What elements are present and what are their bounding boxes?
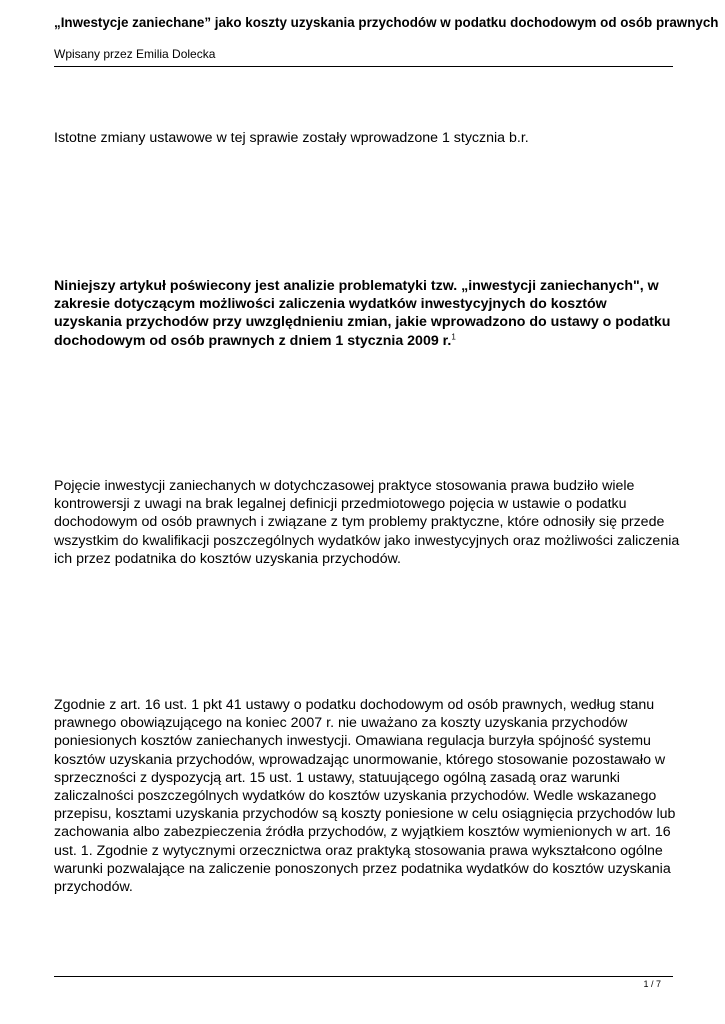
paragraph-intro: Istotne zmiany ustawowe w tej sprawie zostały wprowadzone 1 stycznia b.r. [54,130,529,146]
paragraph-lead-text: Niniejszy artykuł poświecony jest analizie problematyki tzw. „inwestycji zaniechanych", w zakresie dotyczącym możliwości zaliczenia wydatków inwestycyjnych do kosztów uzyskania przychodów przy uwzględnieniu zmian, jakie wprowadzono do ustawy o podatku dochodowym od osób prawnych z dniem 1 stycznia 2009 r. [54,278,671,349]
document-title: „Inwestycje zaniechane” jako koszty uzyskania przychodów w podatku dochodowym od osób prawnych [54,15,719,30]
page-number: 1 / 7 [643,979,661,989]
header-divider [54,66,673,67]
paragraph-body-1: Pojęcie inwestycji zaniechanych w dotychczasowej praktyce stosowania prawa budziło wiele kontrowersji z uwagi na brak legalnej definicji przedmiotowego pojęcia w ustawie o podatku dochodowym od osób prawnych i związane z tym problemy praktyczne, które odnosiły się przede wszystkim do kwalifikacji poszczególnych wydatków jako inwestycyjnych oraz możliwości zaliczenia ich przez podatnika do kosztów uzyskania przychodów. [54,478,680,567]
author-byline: Wpisany przez Emilia Dolecka [54,47,216,61]
paragraph-lead [54,277,674,350]
paragraph-body-2: Zgodnie z art. 16 ust. 1 pkt 41 ustawy o podatku dochodowym od osób prawnych, według stanu prawnego obowiązującego na koniec 2007 r. nie uważano za koszty uzyskania przychodów poniesionych kosztów zaniechanych inwestycji. Omawiana regulacja burzyła spójność systemu kosztów uzyskania przychodów, wprowadzając unormowanie, którego stosowanie pozostawało w sprzeczności z dyspozycją art. 15 ust. 1 ustawy, statuującego ogólną zasadą oraz warunki zaliczalności poszczególnych wydatków do kosztów uzyskania przychodów. Wedle wskazanego przepisu, kosztami uzyskania przychodów są koszty poniesione w celu osiągnięcia przychodów lub zachowania albo zabezpieczenia źródła przychodów, z wyjątkiem kosztów wymienionych w art. 16 ust. 1. Zgodnie z wytycznymi orzecznictwa oraz praktyką stosowania prawa wykształcono ogólne warunki pozwalające na zaliczenie ponoszonych przez podatnika wydatków do kosztów uzyskania przychodów. [54,697,676,896]
footnote-marker[interactable]: 1 [451,331,456,341]
footer-divider [54,976,673,977]
